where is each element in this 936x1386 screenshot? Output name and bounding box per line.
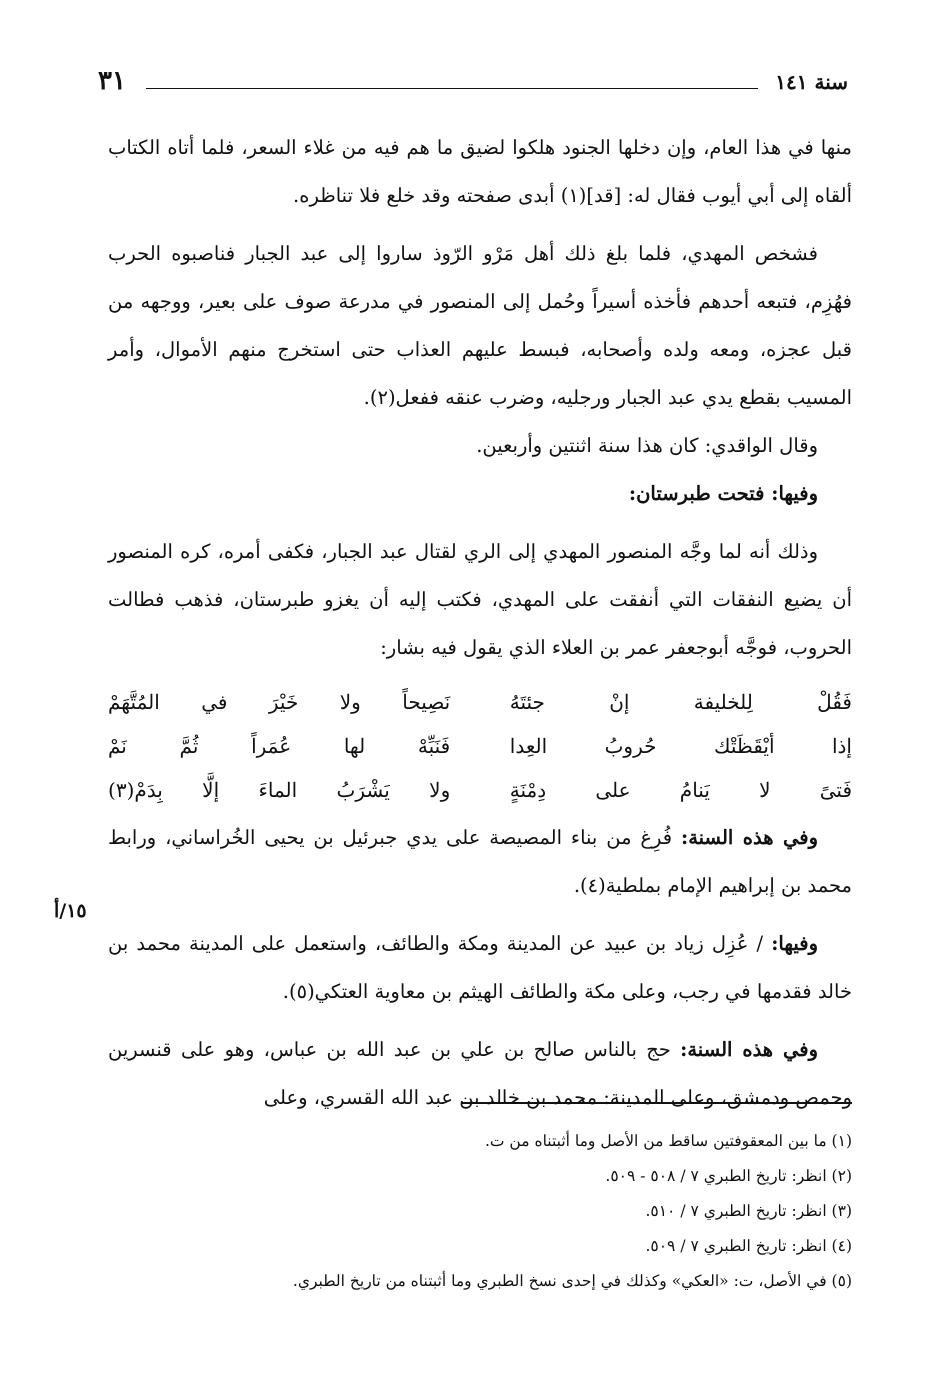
poem [108, 678, 852, 810]
poem-verse [108, 766, 852, 810]
paragraph-7 [108, 920, 852, 1016]
paragraph-3: وقال الواقدي: كان هذا سنة اثنتين وأربعين. [476, 434, 818, 457]
running-title: سنة ١٤١ [775, 70, 848, 94]
paragraph-2: فشخص المهدي، فلما بلغ ذلك أهل مَرْو الرّوذ ساروا إلى عبد الجبار فناصبوه الحرب فهُزِم، فتبعه أحدهم فأخذه أسيراً وحُمل إلى المنصور في مدرعة صوف على بعير، ووجهه من قبل عجزه، ومعه ولده وأصحابه، فبسط عليهم العذاب حتى استخرج منهم الأموال، وأمر المسيب بقطع يدي عبد الجبار ورجليه، وضرب عنقه ففعل(٢). [108, 242, 852, 409]
paragraph-6-text: فُرِغ من بناء المصيصة على يدي جبرئيل بن يحيى الخُراساني، ورابط محمد بن إبراهيم الإمام بملطية(٤). [108, 826, 852, 897]
paragraph-7-lead: وفيها: [771, 932, 818, 955]
verse-second-hemistich: فَنَبِّهْ لها عُمَراً ثُمَّ نَمْ [108, 734, 451, 758]
verse-first-hemistich: فَقُلْ لِلخليفة إنْ جئتَهُ [509, 690, 852, 714]
footnote-2: (٢) انظر: تاريخ الطبري ٧ / ٥٠٨ - ٥٠٩. [605, 1167, 852, 1185]
footnote-5: (٥) في الأصل، ت: «العكي» وكذلك في إحدى نسخ الطبري وما أثبتناه من تاريخ الطبري. [292, 1272, 852, 1290]
verse-first-hemistich: إذا أيْقَظَتْك حُروبُ العِدا [509, 734, 852, 758]
paragraph-8 [108, 1026, 852, 1122]
paragraph-7-text: / عُزِل زياد بن عبيد عن المدينة ومكة والطائف، واستعمل على المدينة محمد بن خالد فقدمها في رجب، وعلى مكة والطائف الهيثم بن معاوية العتكي(٥). [108, 932, 852, 1003]
paragraph-6 [108, 814, 852, 910]
verse-second-hemistich: ولا يَشْرَبُ الماءَ إلَّا بِدَمْ(٣) [108, 778, 451, 802]
poem-verse [108, 678, 852, 722]
footnote-3: (٣) انظر: تاريخ الطبري ٧ / ٥١٠. [645, 1202, 852, 1220]
paragraph-8-text: حج بالناس صالح بن علي بن عبد الله بن عباس، وهو على قنسرين وحمص ودمشق، وعلى المدينة: محمد بن خالد بن عبد الله القسري، وعلى [108, 1038, 852, 1109]
main-text [108, 124, 852, 1122]
footnote-rule [462, 1102, 852, 1104]
section-heading-tabaristan: وفيها: فتحت طبرستان: [628, 482, 818, 505]
footnote-4: (٤) انظر: تاريخ الطبري ٧ / ٥٠٩. [645, 1237, 852, 1255]
header-rule [146, 88, 758, 89]
paragraph-8-lead: وفي هذه السنة: [680, 1038, 818, 1061]
footnotes [108, 1124, 852, 1299]
verse-second-hemistich: نَصِيحاً ولا خَيْرَ في المُتَّهَمْ [108, 690, 451, 714]
paragraph-1: منها في هذا العام، وإن دخلها الجنود هلكوا لضيق ما هم فيه من غلاء السعر، فلما أتاه الكتاب ألقاه إلى أبي أيوب فقال له: [قد](١) أبدى صفحته وقد خلع فلا تناظره. [108, 136, 852, 207]
page-number: ٣١ [98, 66, 126, 96]
page-header [98, 66, 848, 106]
footnote-1: (١) ما بين المعقوفتين ساقط من الأصل وما أثبتناه من ت. [484, 1132, 852, 1150]
paragraph-6-lead: وفي هذه السنة: [681, 826, 818, 849]
verse-first-hemistich: فَتىً لا يَنامُ على دِمْنَةٍ [509, 778, 852, 802]
poem-verse [108, 722, 852, 766]
manuscript-folio-note: ١٥/أ [54, 900, 87, 922]
paragraph-5: وذلك أنه لما وجَّه المنصور المهدي إلى الري لقتال عبد الجبار، فكفى أمره، كره المنصور أن يضيع النفقات التي أنفقت على المهدي، فكتب إليه أن يغزو طبرستان، فذهب فطالت الحروب، فوجَّه أبوجعفر عمر بن العلاء الذي يقول فيه بشار: [108, 540, 852, 659]
